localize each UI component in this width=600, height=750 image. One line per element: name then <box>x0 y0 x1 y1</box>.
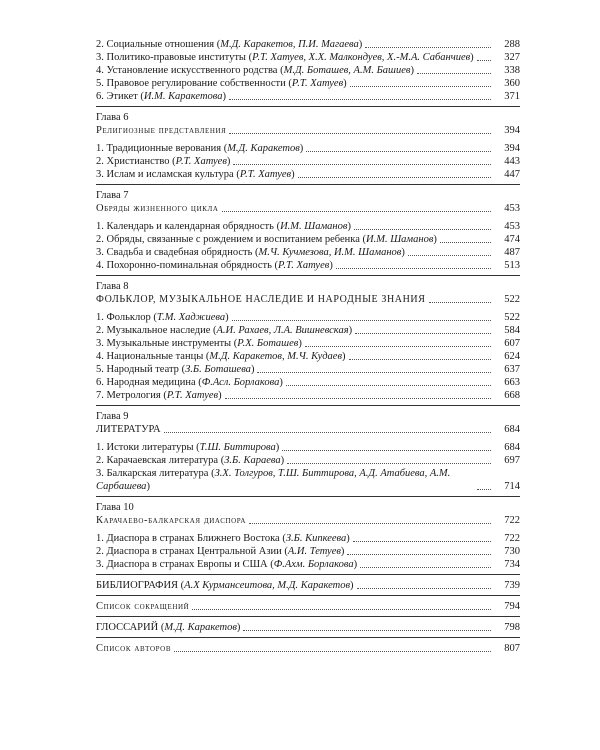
entry-authors: З.Х. Толгуров, Т.Ш. Биттирова, А.Д. Атабиева, А.М. Сарбашева <box>96 468 451 492</box>
page-number: 443 <box>504 156 520 167</box>
entry-title: Политико-правовые институты <box>106 52 246 63</box>
toc-entry-glossary: ГЛОССАРИЙ (М.Д. Каракетов) 798 <box>96 622 520 633</box>
leader-dots <box>298 177 491 178</box>
leader-dots <box>350 86 491 87</box>
entry-title: Диаспора в странах Ближнего Востока <box>106 533 280 544</box>
entry-number: 3. <box>96 338 104 349</box>
entry-authors: М.Д. Каракетов, М.Ч. Кудаев <box>209 351 343 362</box>
entry-title: Народный театр <box>106 364 179 375</box>
leader-dots <box>354 229 491 230</box>
entry-number: 3. <box>96 468 104 479</box>
leader-dots <box>408 255 491 256</box>
entry-authors: А.И. Тетуев <box>287 546 341 557</box>
page-number: 807 <box>504 643 520 654</box>
entry-title: Традиционные верования <box>106 143 222 154</box>
entry-number: 4. <box>96 351 104 362</box>
entry-authors: З.Б. Ботaшева <box>185 364 251 375</box>
entry-authors: Р.Т. Хатуев <box>175 156 227 167</box>
page-number: 684 <box>504 442 520 453</box>
entry-number: 7. <box>96 390 104 401</box>
leader-dots <box>282 450 491 451</box>
leader-dots <box>233 164 491 165</box>
entry-title: Обряды, связанные с рождением и воспитанием ребенка <box>106 234 360 245</box>
toc-entry: 6. Народная медицина (Ф.Асл. Борлакова) 663 <box>96 377 520 388</box>
leader-dots <box>286 385 491 386</box>
entry-authors: М.Д. Ботaшев, А.М. Башиев <box>283 65 411 76</box>
section-divider <box>96 405 520 406</box>
chapter-10 <box>96 501 520 571</box>
chapter-title: Обряды жизненного цикла <box>96 203 219 214</box>
entry-title: Список сокращений <box>96 601 190 612</box>
entry-title: Правовое регулирование собственности <box>106 78 286 89</box>
page-number: 739 <box>504 580 520 591</box>
entry-title: Христианство <box>106 156 170 167</box>
page-number: 453 <box>504 203 520 214</box>
page-number: 474 <box>504 234 520 245</box>
leader-dots <box>174 651 491 652</box>
entry-number: 2. <box>96 325 104 336</box>
entry-title: Календарь и календарная обрядность <box>106 221 274 232</box>
toc-entry-bibliography: БИБЛИОГРАФИЯ (А.Х Курмансеитова, М.Д. Каракетов) 739 <box>96 580 520 591</box>
section-divider <box>96 637 520 638</box>
leader-dots <box>347 554 491 555</box>
leader-dots <box>349 359 491 360</box>
leader-dots <box>365 47 491 48</box>
leader-dots <box>477 60 491 61</box>
leader-dots <box>429 302 491 303</box>
leader-dots <box>353 541 491 542</box>
chapter-9 <box>96 410 520 493</box>
leader-dots <box>229 99 491 100</box>
entry-number: 6. <box>96 91 104 102</box>
chapter-6 <box>96 111 520 181</box>
entry-authors: З.Б. Кипкеева <box>285 533 347 544</box>
section-divider <box>96 184 520 185</box>
entry-title: БИБЛИОГРАФИЯ <box>96 580 179 591</box>
page-number: 327 <box>504 52 520 63</box>
toc-entry: 3. Диаспора в странах Европы и США (Ф.Ахм. Борлакова) 734 <box>96 559 520 570</box>
leader-dots <box>222 211 492 212</box>
entry-number: 3. <box>96 247 104 258</box>
toc-entry: 7. Метрология (Р.Т. Хатуев) 668 <box>96 390 520 401</box>
leader-dots <box>355 333 491 334</box>
chapter-title: Карачаево-балкарская диаспора <box>96 515 247 526</box>
leader-dots <box>305 346 491 347</box>
toc-entry: 6. Этикет (И.М. Каракетова) 371 <box>96 91 520 102</box>
entry-authors: Р.Т. Хатуев, Х.Х. Малкондуев, Х.-М.А. Сабанчиев <box>252 52 471 63</box>
chapter-7 <box>96 189 520 272</box>
entry-authors: Т.Ш. Биттирова <box>199 442 276 453</box>
entry-authors: М.Д. Каракетов <box>227 143 300 154</box>
entry-authors: Р.Т. Хатуев <box>239 169 292 180</box>
entry-title: Свадьба и свадебная обрядность <box>106 247 253 258</box>
toc-entry: 4. Похоронно-поминальная обрядность (Р.Т. Хатуев) 513 <box>96 260 520 271</box>
chapter-heading <box>96 514 520 527</box>
toc-entry: 3. Ислам и исламская культура (Р.Т. Хатуев) 447 <box>96 169 520 180</box>
entry-authors: И.М. Шаманов <box>366 234 434 245</box>
page-number: 722 <box>504 515 520 526</box>
leader-dots <box>164 432 491 433</box>
entry-title: Музыкальное наследие <box>106 325 211 336</box>
entry-number: 2. <box>96 156 104 167</box>
entry-title: Ислам и исламская культура <box>106 169 234 180</box>
entry-number: 6. <box>96 377 104 388</box>
entry-title: Истоки литературы <box>106 442 194 453</box>
entry-title: Фольклор <box>106 312 151 323</box>
entry-authors: Ф.Асл. Борлакова <box>201 377 280 388</box>
page-number: 714 <box>504 481 520 492</box>
page-number: 684 <box>504 424 520 435</box>
page-number: 288 <box>504 39 520 50</box>
page-number: 798 <box>504 622 520 633</box>
page-number: 338 <box>504 65 520 76</box>
page-number: 394 <box>504 143 520 154</box>
entry-authors: Ф.Ахм. Борлакова <box>273 559 354 570</box>
section-divider <box>96 275 520 276</box>
entry-title: Диаспора в странах Центральной Азии <box>106 546 282 557</box>
entry-title: Диаспора в странах Европы и США <box>106 559 268 570</box>
entry-number: 5. <box>96 364 104 375</box>
section-divider <box>96 595 520 596</box>
leader-dots <box>229 133 491 134</box>
toc-entry: 3. Политико-правовые институты (Р.Т. Хатуев, Х.Х. Малкондуев, Х.-М.А. Сабанчиев) 327 <box>96 52 520 63</box>
toc-entry: 3. Музыкальные инструменты (Р.Х. Ботaшев) 607 <box>96 338 520 349</box>
page-number: 794 <box>504 601 520 612</box>
entry-number: 3. <box>96 559 104 570</box>
chapter-heading <box>96 293 520 306</box>
leader-dots <box>232 320 491 321</box>
toc-entry: 2. Социальные отношения (М.Д. Каракетов, П.И. Магаева) 288 <box>96 39 520 50</box>
entry-title: Национальные танцы <box>106 351 204 362</box>
chapter-label: Глава 10 <box>96 502 134 513</box>
entry-authors: Р.Х. Ботaшев <box>237 338 299 349</box>
toc-entry: 4. Национальные танцы (М.Д. Каракетов, М.Ч. Кудаев) 624 <box>96 351 520 362</box>
chapter-label: Глава 9 <box>96 411 129 422</box>
section-divider <box>96 616 520 617</box>
entry-number: 2. <box>96 39 104 50</box>
entry-number: 1. <box>96 312 104 323</box>
entry-title: Балкарская литература <box>106 468 209 479</box>
entry-authors: М.Д. Каракетов <box>164 622 237 633</box>
page-number: 607 <box>504 338 520 349</box>
chapter-label: Глава 7 <box>96 190 129 201</box>
page-number: 584 <box>504 325 520 336</box>
page-number: 663 <box>504 377 520 388</box>
toc-entry: 5. Правовое регулирование собственности (Р.Т. Хатуев) 360 <box>96 78 520 89</box>
toc-entry: 2. Карачаевская литература (З.Б. Караева) 697 <box>96 455 520 466</box>
entry-number: 3. <box>96 169 104 180</box>
leader-dots <box>440 242 491 243</box>
leader-dots <box>306 151 491 152</box>
entry-title: Установление искусственного родства <box>106 65 278 76</box>
chapter-label: Глава 6 <box>96 112 129 123</box>
back-matter <box>96 579 520 655</box>
page-number: 394 <box>504 125 520 136</box>
chapter-label: Глава 8 <box>96 281 129 292</box>
entry-authors: З.Б. Караева <box>224 455 281 466</box>
toc-entry-abbreviations <box>96 600 520 613</box>
leader-dots <box>360 567 491 568</box>
entry-title: Карачаевская литература <box>106 455 219 466</box>
toc-entry-authors-list <box>96 642 520 655</box>
entry-number: 3. <box>96 52 104 63</box>
entry-authors: Р.Т. Хатуев <box>166 390 219 401</box>
entry-number: 4. <box>96 260 104 271</box>
entry-number: 4. <box>96 65 104 76</box>
chapter-heading <box>96 423 520 436</box>
entry-number: 5. <box>96 78 104 89</box>
toc-block-continued <box>96 38 520 103</box>
entry-title: Народная медицина <box>106 377 196 388</box>
toc-entry: 2. Музыкальное наследие (А.И. Рахаев, Л.А. Вишневская) 584 <box>96 325 520 336</box>
section-divider <box>96 106 520 107</box>
leader-dots <box>249 523 491 524</box>
entry-number: 1. <box>96 533 104 544</box>
entry-number: 2. <box>96 455 104 466</box>
entry-number: 2. <box>96 234 104 245</box>
page-number: 637 <box>504 364 520 375</box>
page-number: 624 <box>504 351 520 362</box>
toc-entry: 4. Установление искусственного родства (М.Д. Ботaшев, А.М. Башиев) 338 <box>96 65 520 76</box>
entry-title: Список авторов <box>96 643 172 654</box>
toc-entry: 3. Свадьба и свадебная обрядность (М.Ч. Кучмезова, И.М. Шаманов) 487 <box>96 247 520 258</box>
toc-entry: 5. Народный театр (З.Б. Ботaшева) 637 <box>96 364 520 375</box>
leader-dots <box>287 463 491 464</box>
page-number: 487 <box>504 247 520 258</box>
page-number: 360 <box>504 78 520 89</box>
entry-authors: Т.М. Хаджиева <box>156 312 226 323</box>
page-number: 522 <box>504 312 520 323</box>
chapter-title: ЛИТЕРАТУРА <box>96 424 161 435</box>
entry-title: Социальные отношения <box>106 39 215 50</box>
section-divider <box>96 496 520 497</box>
toc-entry: 1. Фольклор (Т.М. Хаджиева) 522 <box>96 312 520 323</box>
page-number: 522 <box>504 294 520 305</box>
entry-title: Этикет <box>106 91 138 102</box>
page-number: 453 <box>504 221 520 232</box>
chapter-title: ФОЛЬКЛОР, МУЗЫКАЛЬНОЕ НАСЛЕДИЕ И НАРОДНЫЕ ЗНАНИЯ <box>96 294 426 305</box>
toc-entry: 1. Диаспора в странах Ближнего Востока (З.Б. Кипкеева) 722 <box>96 533 520 544</box>
section-divider <box>96 574 520 575</box>
page-number: 371 <box>504 91 520 102</box>
toc-entry: 2. Диаспора в странах Центральной Азии (А.И. Тетуев) 730 <box>96 546 520 557</box>
entry-number: 1. <box>96 143 104 154</box>
entry-title: Музыкальные инструменты <box>106 338 232 349</box>
page-number: 513 <box>504 260 520 271</box>
leader-dots <box>336 268 491 269</box>
entry-authors: Р.Т. Хатуев <box>291 78 344 89</box>
leader-dots <box>357 588 491 589</box>
page-number: 447 <box>504 169 520 180</box>
entry-number: 2. <box>96 546 104 557</box>
chapter-title: Религиозные представления <box>96 125 227 136</box>
leader-dots <box>225 398 491 399</box>
entry-authors: И.М. Каракетова <box>143 91 223 102</box>
toc-entry: 2. Христианство (Р.Т. Хатуев) 443 <box>96 156 520 167</box>
toc-entry: 1. Календарь и календарная обрядность (И.М. Шаманов) 453 <box>96 221 520 232</box>
entry-title: Метрология <box>106 390 161 401</box>
toc-entry: 1. Истоки литературы (Т.Ш. Биттирова) 684 <box>96 442 520 453</box>
page-number: 734 <box>504 559 520 570</box>
toc-entry: 2. Обряды, связанные с рождением и воспитанием ребенка (И.М. Шаманов) 474 <box>96 234 520 245</box>
entry-title: Похоронно-поминальная обрядность <box>106 260 272 271</box>
page-number: 697 <box>504 455 520 466</box>
page-number: 722 <box>504 533 520 544</box>
chapter-heading <box>96 124 520 137</box>
leader-dots <box>417 73 491 74</box>
entry-authors: А.Х Курмансеитова, М.Д. Каракетов <box>184 580 351 591</box>
entry-authors: М.Ч. Кучмезова, И.М. Шаманов <box>258 247 402 258</box>
table-of-contents <box>96 38 520 655</box>
entry-authors: А.И. Рахаев, Л.А. Вишневская <box>216 325 349 336</box>
leader-dots <box>243 630 491 631</box>
chapter-8 <box>96 280 520 402</box>
leader-dots <box>477 489 491 490</box>
entry-number: 1. <box>96 442 104 453</box>
toc-entry: 1. Традиционные верования (М.Д. Каракетов) 394 <box>96 143 520 154</box>
leader-dots <box>257 372 491 373</box>
entry-number: 1. <box>96 221 104 232</box>
entry-title: ГЛОССАРИЙ <box>96 622 159 633</box>
entry-authors: Р.Т. Хатуев <box>278 260 330 271</box>
chapter-heading <box>96 202 520 215</box>
page-number: 668 <box>504 390 520 401</box>
toc-entry: 3. Балкарская литература (З.Х. Толгуров, Т.Ш. Биттирова, А.Д. Атабиева, А.М. Сарбашева) 714 <box>96 468 520 492</box>
leader-dots <box>192 609 491 610</box>
entry-authors: И.М. Шаманов <box>280 221 348 232</box>
page-number: 730 <box>504 546 520 557</box>
entry-authors: М.Д. Каракетов, П.И. Магаева <box>220 39 359 50</box>
